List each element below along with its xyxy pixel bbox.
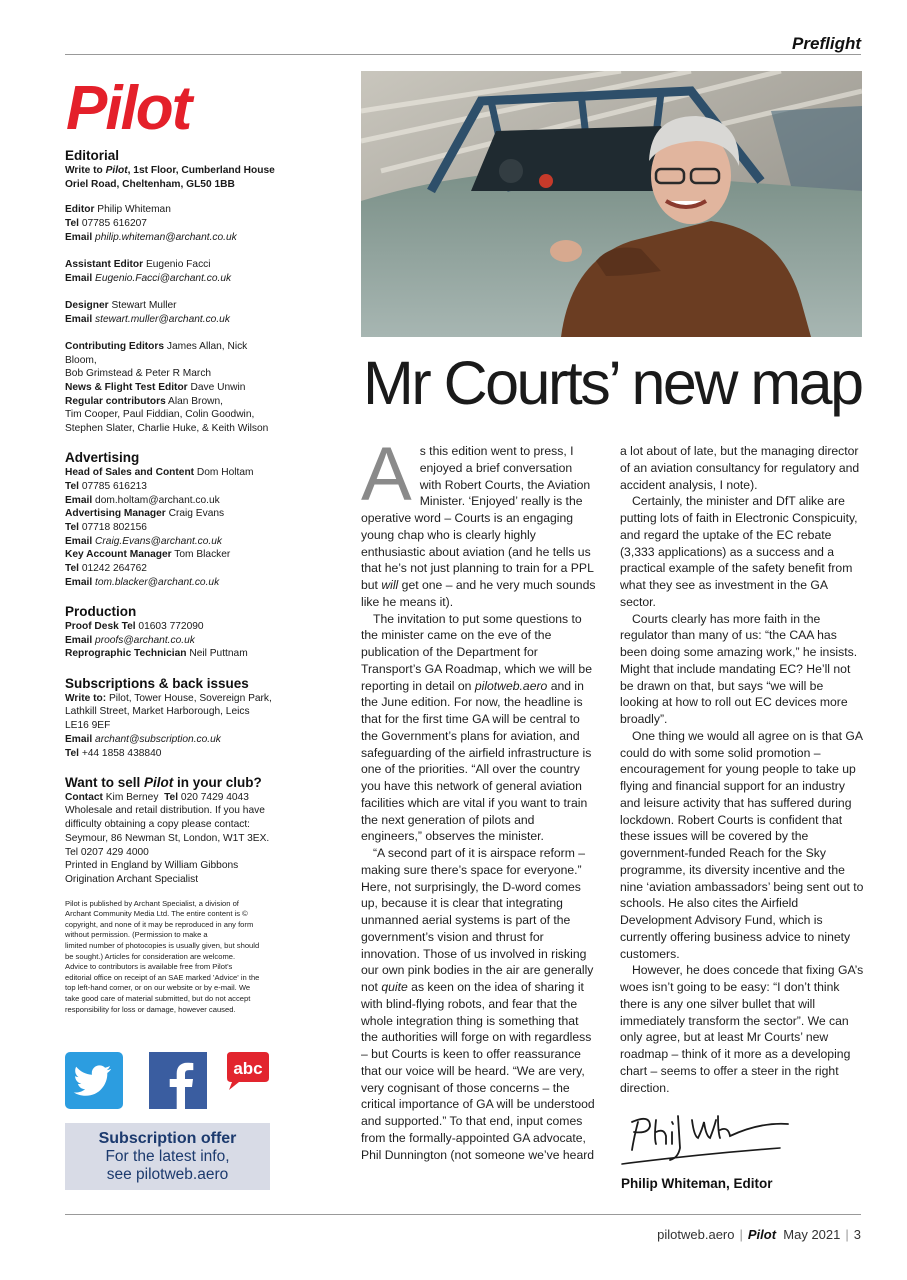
svg-text:abc: abc [233,1059,263,1078]
drop-cap: A [361,432,412,517]
subscription-offer-title: Subscription offer [98,1130,237,1147]
facebook-icon[interactable] [149,1052,207,1109]
pilot-logo-text: Pilot [66,78,191,134]
editor-signature [620,1102,790,1168]
article-paragraph: a lot about of late, but the managing director of an aviation consultancy for regulatory and accident analysis, I note). [620,444,860,492]
article-paragraph: However, he does concede that fixing GA’s woes isn’t going to be easy: “I don’t think there is any one silver bullet that will immediately transform the sector”. We can only agree, but at least Mr Courts’ new roadmap – think of it more as a developing chart – seems to offer a steer in the right direction. [620,963,864,1095]
article-paragraph: “A second part of it is airspace reform – making sure there’s space for everyone.” Here, not surprisingly, the D-word comes up, because it is clear that integrating unmanned aerial systems is part of the government’s vision and thrust for innovation. Those of us involved in risking our own pink bodies in the air are generally not quite as keen on the idea of sharing it with blind-flying robots, and fear that the whole integration thing is something that the authorities will forge on with regardless – but Courts is keen to offer reassurance that our voice will be heard. “We are very, very cognisant of those concerns – the critical importance of GA will be understood and supported.” To that end, input comes from the formally-appointed GA advocate, Phil Dunnington (not someone we’ve heard [361,846,595,1162]
page-number: 3 [853,1227,861,1242]
sell-heading: Want to sell Pilot in your club? [65,774,262,790]
article-paragraph: One thing we would all agree on is that GA could do with some solid promotion – encouragement for young people to take up flying and financial support for an industry and leisure activity that has suffered during lockdown. Robert Courts is confident that these issues will be covered by the government-funded Reach for the Sky programme, its diversity incentive and the nine ‘aviation ambassadors’ being sent out to schools. He also cites the Airfield Development Advisory Fund, which is currently offering business advice to ninety customers. [620,728,864,961]
small-print: Pilot is published by Archant Specialist, a division of Archant Community Media Ltd. The entire content is © copyright, and none of it may be reproduced in any form without permission. (Permission to make a limited number of photocopies is usually given, but should be sought.) Articles for consideration are welcome. Advice to contributors is available free from Pilot's editorial office on receipt of an SAE marked 'Advice' in the top left-hand corner, or on our website or by e-mail. We take good care of material submitted, but do not accept responsibility for loss or damage, however caused. [65,898,260,1014]
article-paragraph: As this edition went to press, I enjoyed a brief conversation with Robert Courts, the Aviation Minister. ‘Enjoyed’ really is the operative word – Courts is an engaging young chap who is clearly highly enthusiastic about aviation (and he tells us that he’s not just planning to train for a PPL but will get one – and he very much sounds like he means it). [361,432,596,609]
subscription-offer-line2: see pilotweb.aero [106,1166,229,1183]
twitter-icon[interactable] [65,1052,123,1109]
signature-name: Philip Whiteman, Editor [621,1176,773,1191]
article-paragraph: The invitation to put some questions to the minister came on the eve of the publication of the Department for Transport’s GA Roadmap, which we will be reporting in detail on pilotweb.aero and in the June edition. For now, the headline is that for the first time GA will be central to the Government’s plans for aviation, and safeguarding of the airfield infrastructure is one of the priorities. “All over the country you have this network of general aviation facilities which are vital if you want to train the next generation of pilots and engineers,” observes the minister. [361,611,592,844]
subscriptions-block: Subscriptions & back issues Write to: Pilot, Tower House, Sovereign Park, Lathkill Street, Market Harborough, Leics LE16 9EF Email archant@subscription.co.uk Tel +44 1858 438840 [65,675,275,761]
article-paragraph: Certainly, the minister and DfT alike are putting lots of faith in Electronic Conspicuity, and regard the uptake of the EC rebate (3,333 applications) as a success and a practical example of the safety benefit from what they see as investment in the GA sector. [620,494,858,609]
top-rule [65,54,861,55]
subscriptions-heading: Subscriptions & back issues [65,675,249,691]
article-photo [361,71,862,337]
footer-issue: May 2021 [783,1227,841,1242]
subscription-offer-box[interactable] [65,1123,270,1190]
production-block: Production Proof Desk Tel 01603 772090 Email proofs@archant.co.uk Reprographic Technician Neil Puttnam [65,603,275,661]
advertising-heading: Advertising [65,450,140,466]
article-column-1 [361,432,597,1163]
subscription-offer-line1: For the latest info, [105,1148,230,1165]
editorial-address-line1: Write to Pilot, 1st Floor, Cumberland House [65,165,275,176]
section-label: Preflight [792,34,861,53]
social-links [65,1052,275,1112]
article-column-2 [620,443,864,1096]
assistant-editor-block: Assistant Editor Eugenio Facci Email Eugenio.Facci@archant.co.uk [65,259,232,284]
article-headline: Mr Courts’ new map [363,349,862,417]
footer-site[interactable]: pilotweb.aero [657,1227,735,1242]
bottom-rule [65,1214,861,1215]
advertising-block: Advertising Head of Sales and Content Dom Holtam Tel 07785 616213 Email dom.holtam@archant.co.uk Advertising Manager Craig Evans Tel 07718 802156 Email Craig.Evans@archant.co.uk Key Account Manager Tom Blacker Tel 01242 264762 Email tom.blacker@archant.co.uk [65,449,275,589]
designer-block: Designer Stewart Muller Email stewart.muller@archant.co.uk [65,299,230,325]
sell-block: Want to sell Pilot in your club? Contact Kim Berney Tel 020 7429 4043 Wholesale and retail distribution. If you have difficulty obtaining a copy please contact: Seymour, 86 Newman St, London, W1T 3EX. Tel 0207 429 4000 Printed in England by William Gibbons Origination Archant Specialist [65,774,275,887]
pilot-logo [64,78,236,134]
masthead-sidebar [65,147,275,1015]
editorial-heading: Editorial [65,148,120,163]
abc-logo [225,1052,271,1090]
editor-block: Editor Philip Whiteman Tel 07785 616207 Email philip.whiteman@archant.co.uk [65,204,237,243]
editorial-block [65,147,275,191]
footer-brand: Pilot [747,1227,777,1242]
production-heading: Production [65,604,137,620]
page-footer: pilotweb.aero | Pilot May 2021 | 3 [657,1227,861,1242]
contributors-block: Contributing Editors James Allan, Nick Bloom, Bob Grimstead & Peter R March News & Flight Test Editor Dave Unwin Regular contributors Alan Brown, Tim Cooper, Paul Fiddian, Colin Goodwin, Stephen Slater, Charlie Huke, & Keith Wilson [65,340,269,435]
editorial-address-line2: Oriel Road, Cheltenham, GL50 1BB [65,178,235,190]
article-paragraph: Courts clearly has more faith in the regulator than many of us: “the CAA has been doing some amazing work,” he insists. Might that include mandating EC? He’ll not be drawn on that, but says “we will be looking at how to roll out EC devices more broadly”. [620,611,858,726]
editor-email: philip.whiteman@archant.co.uk [95,231,237,243]
